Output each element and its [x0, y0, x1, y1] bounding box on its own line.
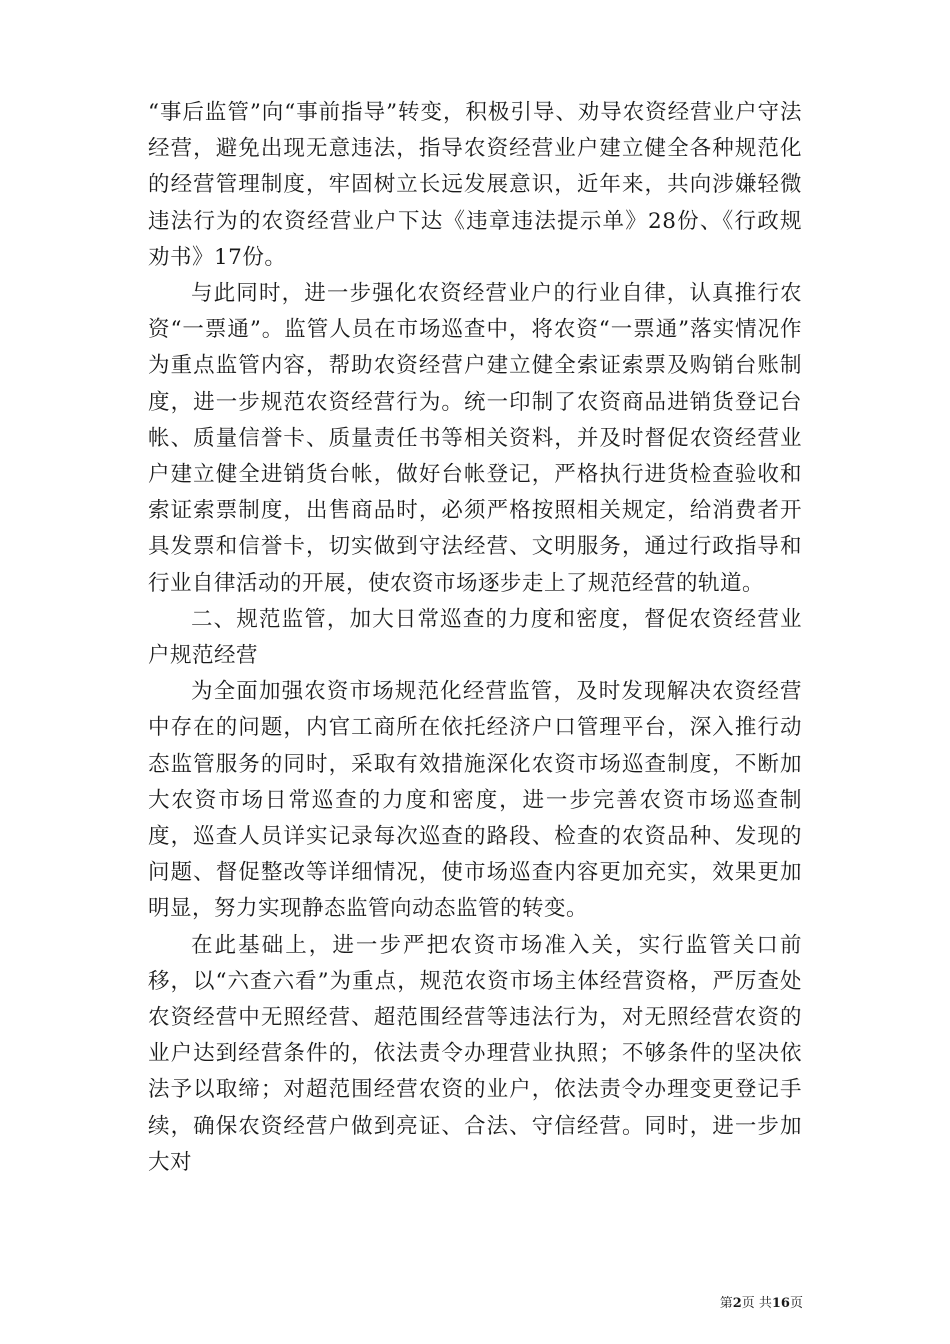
current-page-number: 2 [732, 1296, 742, 1311]
footer-suffix: 页 [789, 1296, 803, 1311]
page-number-footer [700, 1295, 803, 1313]
paragraph-3: 为全面加强农资市场规范化经营监管，及时发现解决农资经营中存在的问题，内官工商所在依托经济户口管理平台，深入推行动态监管服务的同时，采取有效措施深化农资市场巡查制度，不断加大农资市场日常巡查的力度和密度，进一步完善农资市场巡查制度，巡查人员详实记录每次巡查的路段、检查的农资品种、发现的问题、督促整改等详细情况，使市场巡查内容更加充实，效果更加明显，努力实现静态监管向动态监管的转变。 [148, 679, 802, 922]
document-body [148, 95, 802, 1181]
paragraph-1: “事后监管”向“事前指导”转变，积极引导、劝导农资经营业户守法经营，避免出现无意违法，指导农资经营业户建立健全各种规范化的经营管理制度，牢固树立长远发展意识，近年来，共向涉嫌轻微违法行为的农资经营业户下达《违章违法提示单》28份、《行政规劝书》17份。 [148, 100, 802, 270]
footer-middle: 页 共 [741, 1296, 772, 1311]
paragraph-2: 与此同时，进一步强化农资经营业户的行业自律，认真推行农资“一票通”。监管人员在市场巡查中，将农资“一票通”落实情况作为重点监管内容，帮助农资经营户建立健全索证索票及购销台账制度，进一步规范农资经营行为。统一印制了农资商品进销货登记台帐、质量信誉卡、质量责任书等相关资料，并及时督促农资经营业户建立健全进销货台帐，做好台帐登记，严格执行进货检查验收和索证索票制度，出售商品时，必须严格按照相关规定，给消费者开具发票和信誉卡，切实做到守法经营、文明服务，通过行政指导和行业自律活动的开展，使农资市场逐步走上了规范经营的轨道。 [148, 281, 802, 596]
footer-prefix: 第 [719, 1296, 733, 1311]
section-heading-2: 二、规范监管，加大日常巡查的力度和密度，督促农资经营业户规范经营 [148, 606, 802, 669]
total-pages-number: 16 [771, 1296, 790, 1311]
paragraph-4: 在此基础上，进一步严把农资市场准入关，实行监管关口前移，以“六查六看”为重点，规范农资市场主体经营资格，严厉查处农资经营中无照经营、超范围经营等违法行为，对无照经营农资的业户达到经营条件的，依法责令办理营业执照；不够条件的坚决依法予以取缔；对超范围经营农资的业户，依法责令办理变更登记手续，确保农资经营户做到亮证、合法、守信经营。同时，进一步加大对 [148, 932, 802, 1175]
